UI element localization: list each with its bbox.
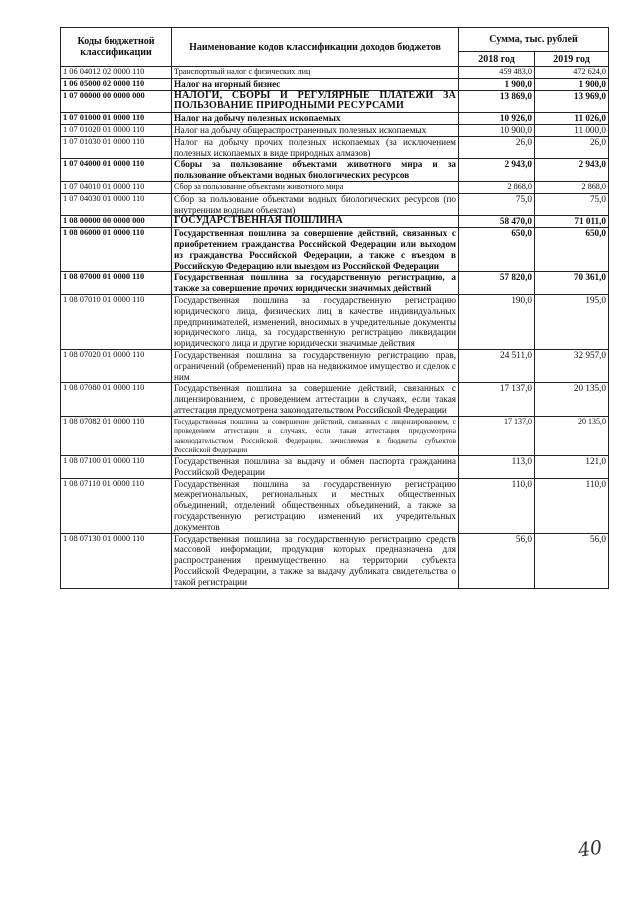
row-name: Государственная пошлина за государственную регистрацию прав, ограничений (обременений) прав на недвижимое имущество и сделок с ним <box>172 349 459 382</box>
row-code: 1 07 04030 01 0000 110 <box>61 193 172 216</box>
table-row <box>61 181 609 193</box>
row-value-2019: 56,0 <box>535 533 609 588</box>
row-value-2018: 2 868,0 <box>459 181 535 193</box>
row-value-2018: 13 869,0 <box>459 90 535 113</box>
table-row <box>61 67 609 79</box>
row-code: 1 06 05000 02 0000 110 <box>61 78 172 90</box>
row-value-2018: 58 470,0 <box>459 216 535 228</box>
row-value-2018: 17 137,0 <box>459 416 535 455</box>
table-row <box>61 478 609 533</box>
table-row <box>61 90 609 113</box>
row-name: Сборы за пользование объектами животного мира и за пользование объектами водных биологических ресурсов <box>172 159 459 182</box>
row-code: 1 08 07130 01 0000 110 <box>61 533 172 588</box>
table-row <box>61 349 609 382</box>
row-value-2018: 113,0 <box>459 456 535 479</box>
header-year-2019: 2019 год <box>535 52 609 67</box>
row-value-2019: 2 868,0 <box>535 181 609 193</box>
row-code: 1 07 04010 01 0000 110 <box>61 181 172 193</box>
row-code: 1 08 07082 01 0000 110 <box>61 416 172 455</box>
row-value-2019: 11 000,0 <box>535 124 609 136</box>
budget-revenue-table <box>60 27 609 589</box>
row-name: Государственная пошлина за государственную регистрацию юридического лица, физических лиц в качестве индивидуальных предпринимателей, изменений, вносимых в учредительные документы юридического лица, за государственную регистрацию ликвидации юридического лица и другие юридически значимые действия <box>172 294 459 349</box>
row-code: 1 07 04000 01 0000 110 <box>61 159 172 182</box>
table-row <box>61 124 609 136</box>
row-name: Государственная пошлина за государственную регистрацию, а также за совершение прочих юридически значимых действий <box>172 272 459 295</box>
row-value-2018: 57 820,0 <box>459 272 535 295</box>
row-name: Государственная пошлина за государственную регистрацию средств массовой информации, продукция которых предназначена для распространения преимущественно на территории субъекта Российской Федерации, а также за выдачу дубликата свидетельства о такой регистрации <box>172 533 459 588</box>
row-value-2019: 26,0 <box>535 136 609 159</box>
table-row <box>61 533 609 588</box>
row-value-2018: 75,0 <box>459 193 535 216</box>
row-code: 1 08 07080 01 0000 110 <box>61 383 172 416</box>
row-code: 1 06 04012 02 0000 110 <box>61 67 172 79</box>
row-value-2019: 11 026,0 <box>535 113 609 125</box>
row-name: Сбор за пользование объектами водных биологических ресурсов (по внутренним водным объектам) <box>172 193 459 216</box>
table-row <box>61 456 609 479</box>
row-code: 1 08 00000 00 0000 000 <box>61 216 172 228</box>
row-code: 1 07 00000 00 0000 000 <box>61 90 172 113</box>
row-value-2018: 17 137,0 <box>459 383 535 416</box>
table-row <box>61 272 609 295</box>
row-code: 1 07 01030 01 0000 110 <box>61 136 172 159</box>
row-name: Сбор за пользование объектами животного мира <box>172 181 459 193</box>
row-value-2019: 2 943,0 <box>535 159 609 182</box>
row-value-2018: 1 900,0 <box>459 78 535 90</box>
row-value-2019: 70 361,0 <box>535 272 609 295</box>
row-name: НАЛОГИ, СБОРЫ И РЕГУЛЯРНЫЕ ПЛАТЕЖИ ЗА ПОЛЬЗОВАНИЕ ПРИРОДНЫМИ РЕСУРСАМИ <box>172 90 459 113</box>
row-name: Налог на добычу прочих полезных ископаемых (за исключением полезных ископаемых в виде природных алмазов) <box>172 136 459 159</box>
row-name: Государственная пошлина за выдачу и обмен паспорта гражданина Российской Федерации <box>172 456 459 479</box>
row-value-2018: 26,0 <box>459 136 535 159</box>
row-value-2018: 190,0 <box>459 294 535 349</box>
row-name: Налог на игорный бизнес <box>172 78 459 90</box>
header-name: Наименование кодов классификации доходов бюджетов <box>172 28 459 67</box>
row-code: 1 08 07010 01 0000 110 <box>61 294 172 349</box>
row-name: Государственная пошлина за совершение действий, связанных с лицензированием, с проведением аттестации в случаях, если такая аттестация предусмотрена законодательством Российской Федерации, зачисляемая в бюджеты субъектов Российской Федерации <box>172 416 459 455</box>
table-row <box>61 216 609 228</box>
row-name: Транспортный налог с физических лиц <box>172 67 459 79</box>
row-code: 1 08 06000 01 0000 110 <box>61 228 172 272</box>
table-row <box>61 78 609 90</box>
row-value-2018: 10 926,0 <box>459 113 535 125</box>
row-code: 1 08 07100 01 0000 110 <box>61 456 172 479</box>
row-name: ГОСУДАРСТВЕННАЯ ПОШЛИНА <box>172 216 459 228</box>
row-value-2018: 10 900,0 <box>459 124 535 136</box>
row-code: 1 08 07020 01 0000 110 <box>61 349 172 382</box>
table-row <box>61 193 609 216</box>
row-name: Налог на добычу полезных ископаемых <box>172 113 459 125</box>
row-value-2019: 75,0 <box>535 193 609 216</box>
row-value-2019: 110,0 <box>535 478 609 533</box>
row-value-2019: 1 900,0 <box>535 78 609 90</box>
row-value-2018: 459 483,0 <box>459 67 535 79</box>
row-value-2019: 71 011,0 <box>535 216 609 228</box>
header-sum: Сумма, тыс. рублей <box>459 28 609 52</box>
row-value-2018: 24 511,0 <box>459 349 535 382</box>
row-value-2019: 121,0 <box>535 456 609 479</box>
row-value-2019: 20 135,0 <box>535 383 609 416</box>
table-row <box>61 416 609 455</box>
row-value-2019: 650,0 <box>535 228 609 272</box>
header-code: Коды бюджетной классификации <box>61 28 172 67</box>
row-value-2019: 32 957,0 <box>535 349 609 382</box>
table-row <box>61 159 609 182</box>
row-name: Государственная пошлина за совершение действий, связанных с лицензированием, с проведением аттестации в случаях, если такая аттестация предусмотрена законодательством Российской Федерации <box>172 383 459 416</box>
row-value-2018: 110,0 <box>459 478 535 533</box>
table-row <box>61 294 609 349</box>
row-code: 1 08 07110 01 0000 110 <box>61 478 172 533</box>
row-value-2019: 472 624,0 <box>535 67 609 79</box>
row-name: Государственная пошлина за совершение действий, связанных с приобретением гражданства Российской Федерации или выходом из гражданства Российской Федерации, а также с въездом в Российскую Федерацию или выездом из Российской Федерации <box>172 228 459 272</box>
table-row <box>61 113 609 125</box>
row-value-2018: 2 943,0 <box>459 159 535 182</box>
row-name: Государственная пошлина за государственную регистрацию межрегиональных, региональных и местных общественных объединений, отделений общественных объединений, а также за государственную регистрацию изменений их учредительных документов <box>172 478 459 533</box>
table-row <box>61 136 609 159</box>
row-code: 1 07 01020 01 0000 110 <box>61 124 172 136</box>
row-value-2019: 195,0 <box>535 294 609 349</box>
row-name: Налог на добычу общераспространенных полезных ископаемых <box>172 124 459 136</box>
row-value-2019: 13 969,0 <box>535 90 609 113</box>
row-value-2018: 650,0 <box>459 228 535 272</box>
row-value-2019: 20 135,0 <box>535 416 609 455</box>
row-code: 1 07 01000 01 0000 110 <box>61 113 172 125</box>
row-code: 1 08 07000 01 0000 110 <box>61 272 172 295</box>
page-number: 40 <box>576 836 604 862</box>
table-row <box>61 228 609 272</box>
table-row <box>61 383 609 416</box>
row-value-2018: 56,0 <box>459 533 535 588</box>
header-year-2018: 2018 год <box>459 52 535 67</box>
